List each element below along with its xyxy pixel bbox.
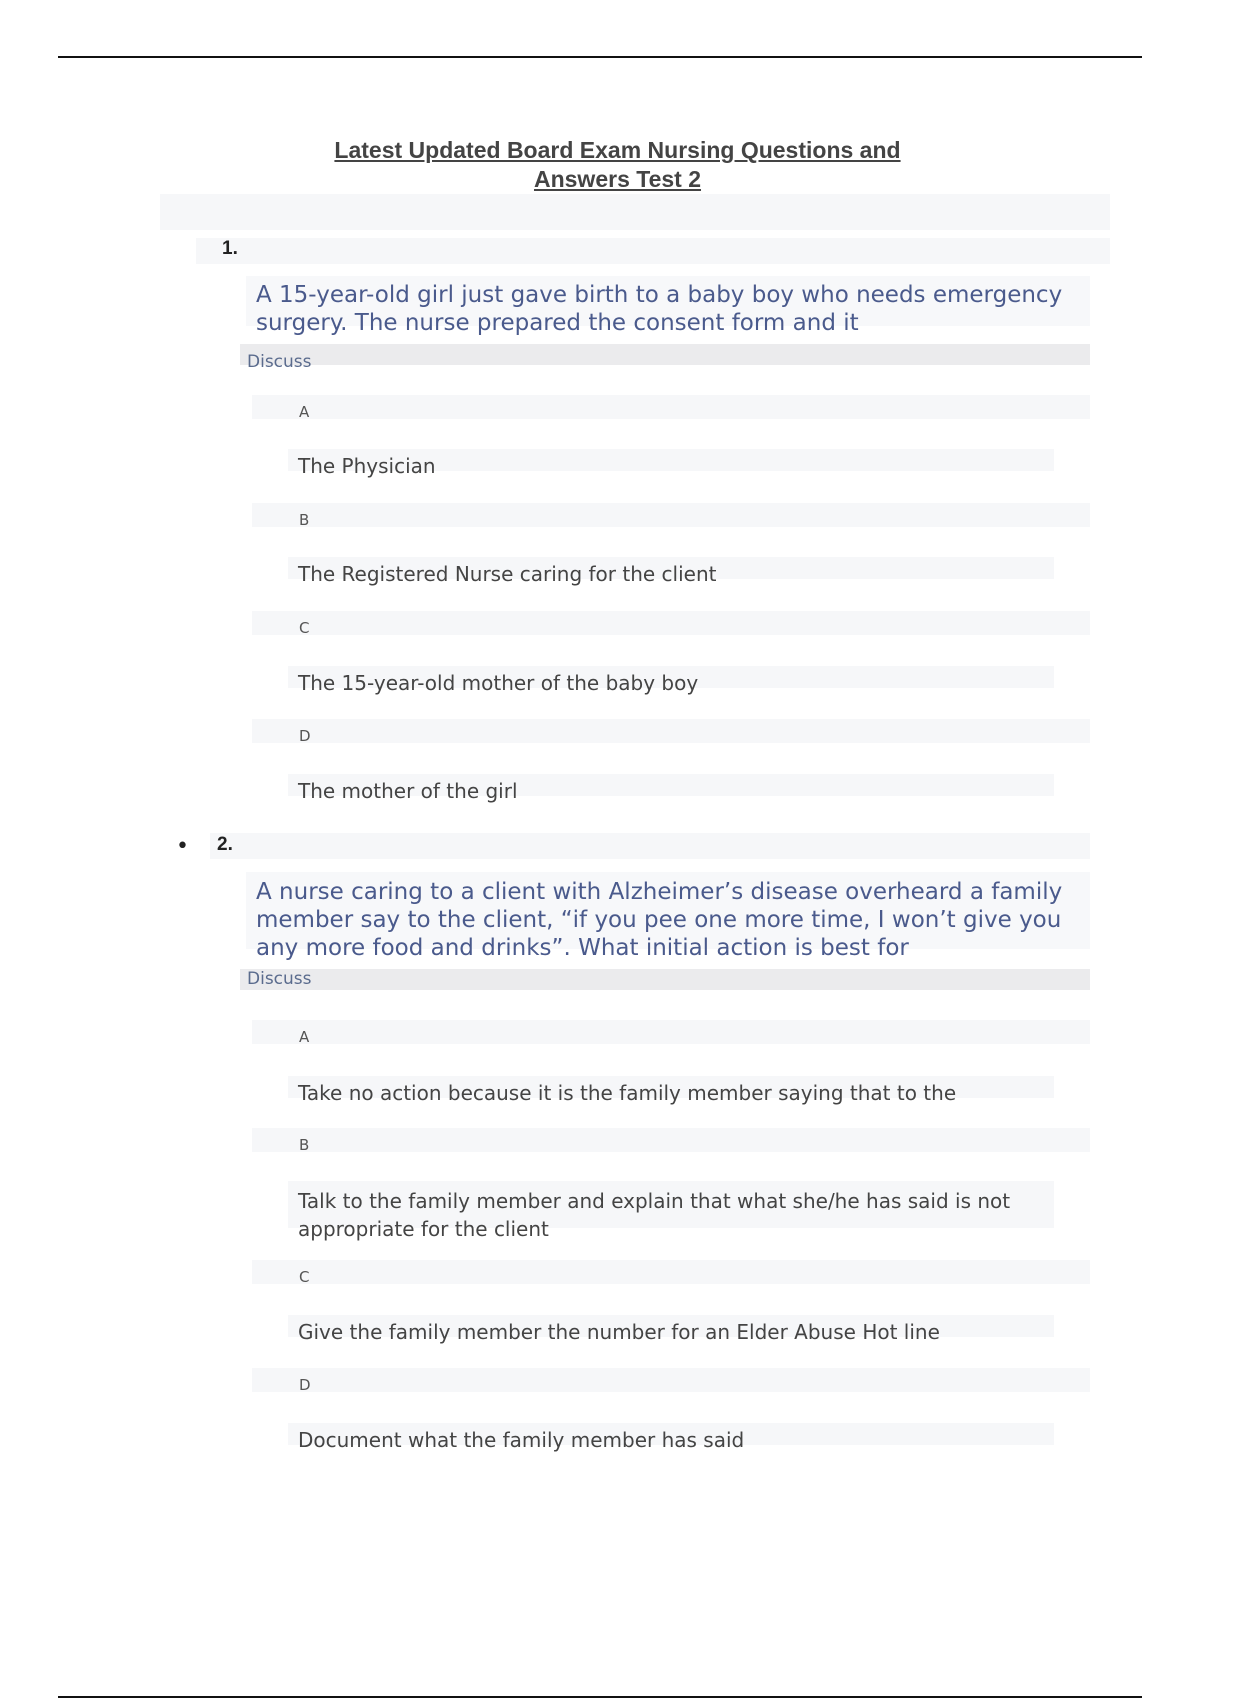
question-text: A nurse caring to a client with Alzheimer’s disease overheard a family member say to the client, “if you pee one more time, I won’t give you any more food and drinks”. What initial action is best for [246, 872, 1090, 949]
document-title [0, 136, 1235, 194]
option-b-letter: B [252, 1128, 1090, 1152]
option-a-answer[interactable]: Take no action because it is the family member saying that to the [288, 1076, 1054, 1098]
option-c-letter: C [252, 611, 1090, 635]
question-text: A 15-year-old girl just gave birth to a baby boy who needs emergency surgery. The nurse prepared the consent form and it [246, 276, 1090, 326]
option-c-answer[interactable]: Give the family member the number for an Elder Abuse Hot line [288, 1315, 1054, 1337]
discuss-label: Discuss [247, 352, 312, 372]
option-d-letter: D [252, 1368, 1090, 1392]
header-rule [58, 56, 1142, 58]
option-b-letter: B [252, 503, 1090, 527]
section-band [160, 194, 1110, 230]
option-c-letter: C [252, 1260, 1090, 1284]
option-d-answer[interactable]: The mother of the girl [288, 774, 1054, 796]
question-header-row [196, 238, 1110, 264]
list-bullet: • [176, 834, 189, 859]
option-d-answer[interactable]: Document what the family member has said [288, 1423, 1054, 1445]
title-line-2: Answers Test 2 [533, 166, 702, 192]
discuss-bar[interactable] [240, 969, 1090, 990]
option-a-letter: A [252, 1020, 1090, 1044]
option-b-answer[interactable]: The Registered Nurse caring for the client [288, 557, 1054, 579]
question-number: 1. [222, 238, 238, 259]
option-a-answer[interactable]: The Physician [288, 449, 1054, 471]
option-a-letter: A [252, 395, 1090, 419]
option-d-letter: D [252, 719, 1090, 743]
option-c-answer[interactable]: The 15-year-old mother of the baby boy [288, 666, 1054, 688]
question-number: 2. [217, 834, 233, 855]
discuss-label: Discuss [247, 969, 312, 989]
discuss-bar[interactable] [240, 344, 1090, 372]
option-b-answer[interactable]: Talk to the family member and explain that what she/he has said is not appropriate for the client [288, 1181, 1054, 1228]
question-number-clip [222, 238, 252, 259]
title-line-1: Latest Updated Board Exam Nursing Questions and [334, 137, 901, 163]
footer-rule [58, 1696, 1142, 1698]
question-header-row [210, 833, 1090, 859]
